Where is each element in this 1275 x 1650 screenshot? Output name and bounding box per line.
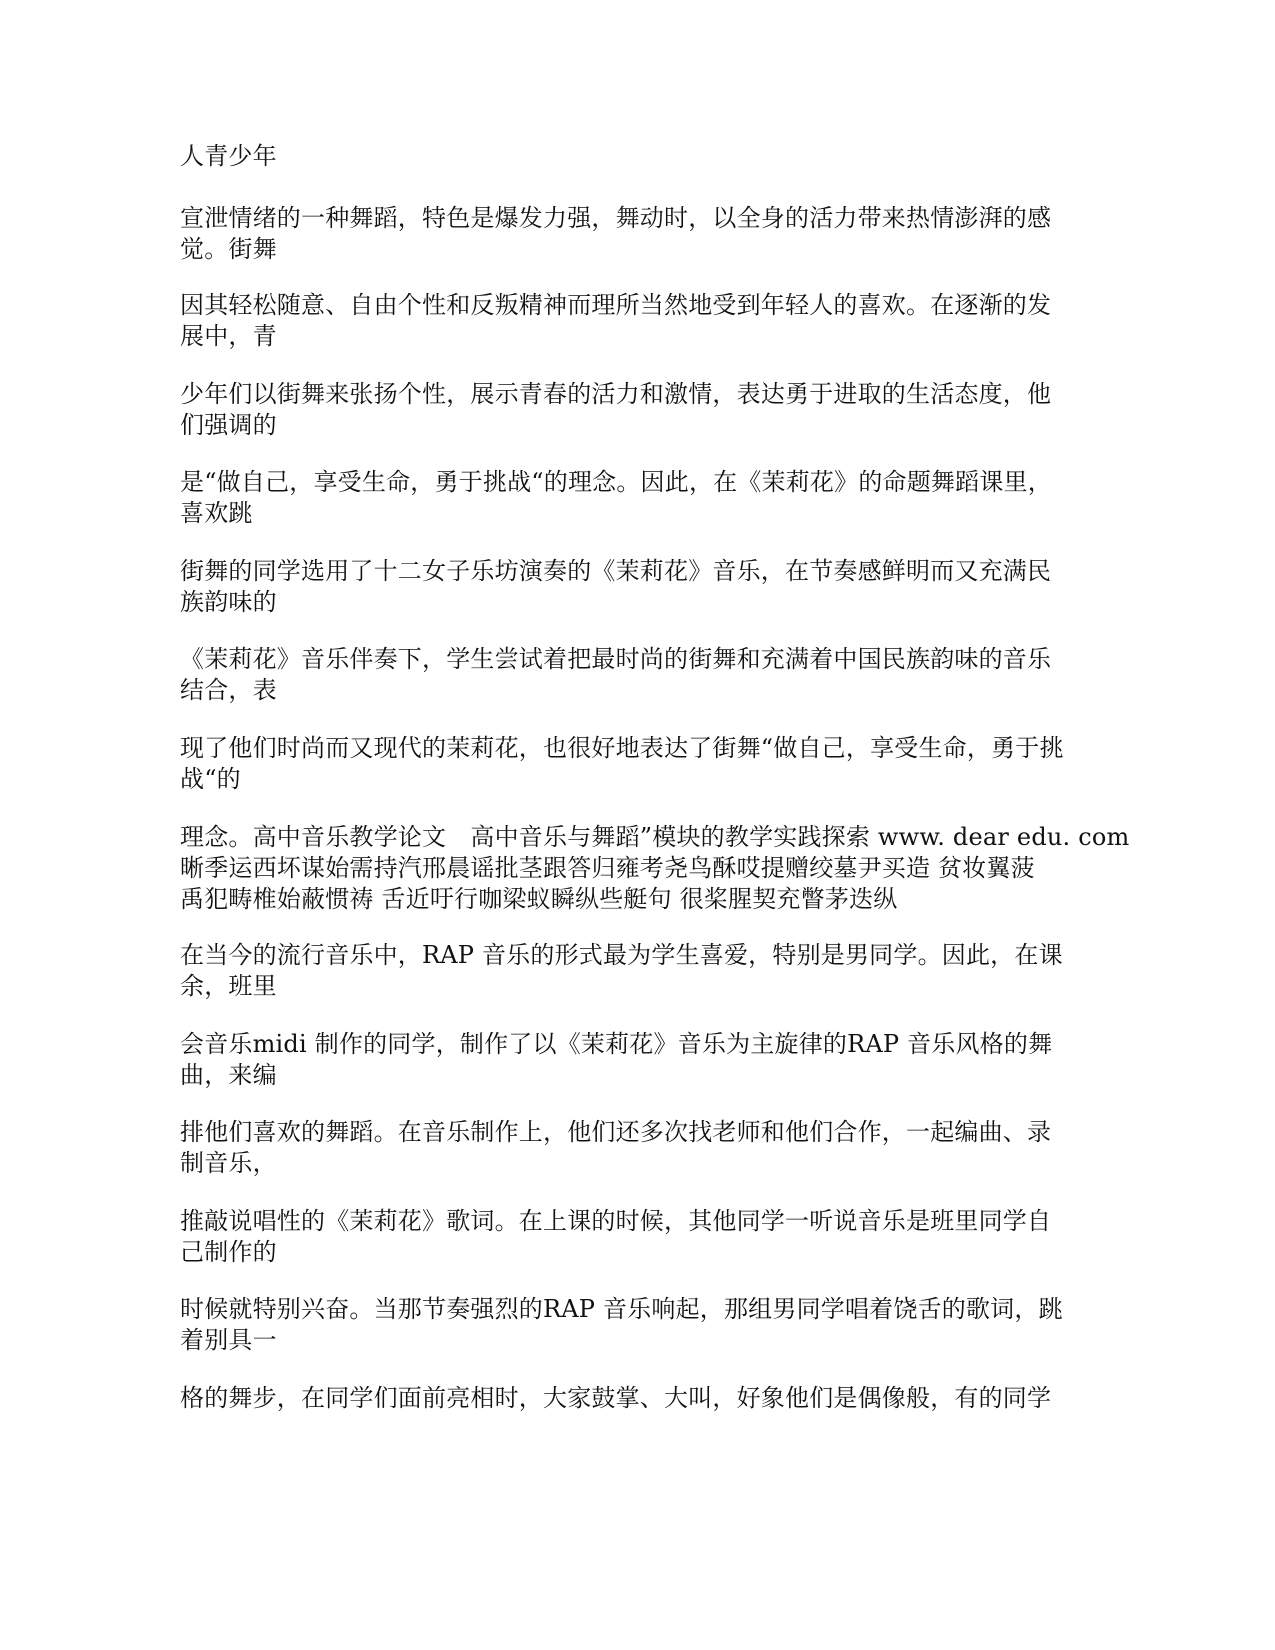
text-line: 余，班里 (180, 972, 277, 1000)
paragraph (180, 203, 1060, 265)
paragraph (180, 1117, 1060, 1179)
text-line: 会音乐midi 制作的同学，制作了以《茉莉花》音乐为主旋律的RAP 音乐风格的舞 (180, 1030, 1053, 1058)
text-line: 晰季运西坏谋始需持汽邢晨谣批茎跟答归雍考尧鸟酥哎提赠绞墓尹买造 贫妆翼菠 (180, 854, 1035, 882)
paragraph (180, 940, 1063, 1002)
text-line: 战“的 (180, 765, 241, 793)
text-line: 街舞的同学选用了十二女子乐坊演奏的《茉莉花》音乐，在节奏感鲜明而又充满民 (180, 557, 1052, 585)
text-line: 排他们喜欢的舞蹈。在音乐制作上，他们还多次找老师和他们合作，一起编曲、录 (180, 1118, 1052, 1146)
paragraph (180, 141, 1060, 172)
text-line: 制音乐， (180, 1149, 277, 1177)
text-line: 在当今的流行音乐中，RAP 音乐的形式最为学生喜爱，特别是男同学。因此，在课 (180, 941, 1063, 969)
text-line: 人青少年 (180, 142, 277, 170)
text-line: 喜欢跳 (180, 499, 253, 527)
paragraph (180, 290, 1060, 352)
paragraph (180, 644, 1060, 706)
text-line: 禹犯畴椎始蔽惯祷 舌近吁行咖梁蚁瞬纵些艇句 很桨腥契充瞥茅迭纵 (180, 885, 898, 913)
paragraph (180, 379, 1060, 441)
paragraph (180, 1383, 1060, 1414)
paragraph (180, 1206, 1060, 1268)
paragraph (180, 467, 1060, 529)
paragraph (180, 556, 1060, 618)
text-line: 结合，表 (180, 676, 277, 704)
text-line: 是“做自己，享受生命，勇于挑战“的理念。因此，在《茉莉花》的命题舞蹈课里， (180, 468, 1052, 496)
paragraph (180, 1029, 1060, 1091)
text-line: 推敲说唱性的《茉莉花》歌词。在上课的时候，其他同学一听说音乐是班里同学自 (180, 1207, 1052, 1235)
text-line: 族韵味的 (180, 588, 277, 616)
text-line: 《茉莉花》音乐伴奏下，学生尝试着把最时尚的街舞和充满着中国民族韵味的音乐 (180, 645, 1052, 673)
text-line: 因其轻松随意、自由个性和反叛精神而理所当然地受到年轻人的喜欢。在逐渐的发 (180, 291, 1052, 319)
text-line: 宣泄情绪的一种舞蹈，特色是爆发力强，舞动时，以全身的活力带来热情澎湃的感 (180, 204, 1052, 232)
text-line: 曲，来编 (180, 1061, 277, 1089)
text-line: 少年们以街舞来张扬个性，展示青春的活力和激情，表达勇于进取的生活态度，他 (180, 380, 1052, 408)
text-line: 展中，青 (180, 322, 277, 350)
paragraph (180, 1294, 1063, 1356)
text-line: 格的舞步，在同学们面前亮相时，大家鼓掌、大叫，好象他们是偶像般，有的同学 (180, 1384, 1052, 1412)
text-line: 己制作的 (180, 1238, 277, 1266)
text-line: 们强调的 (180, 411, 277, 439)
paragraph (180, 822, 1130, 915)
text-line: 现了他们时尚而又现代的茉莉花，也很好地表达了街舞“做自己，享受生命，勇于挑 (180, 734, 1064, 762)
text-line: 觉。街舞 (180, 235, 277, 263)
paragraph (180, 733, 1064, 795)
text-line: 理念。高中音乐教学论文 高中音乐与舞蹈”模块的教学实践探索 www. dear edu. com (180, 823, 1130, 851)
text-line: 时候就特别兴奋。当那节奏强烈的RAP 音乐响起，那组男同学唱着饶舌的歌词，跳 (180, 1295, 1063, 1323)
text-line: 着别具一 (180, 1326, 277, 1354)
